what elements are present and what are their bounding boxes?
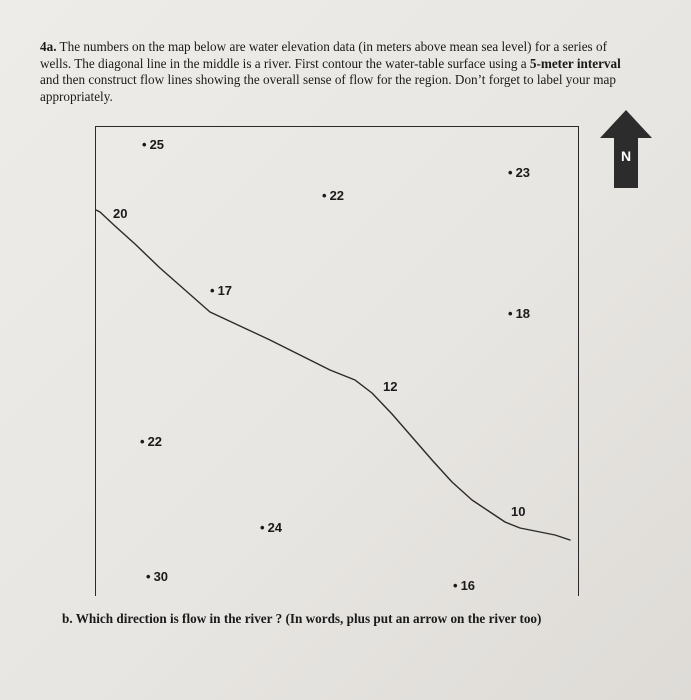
well-elevation: • 23 (508, 165, 531, 180)
well-elevation: • 30 (146, 569, 169, 584)
contour-interval: 5-meter interval (529, 55, 621, 71)
question-4b: b. Which direction is flow in the river ? (In words, plus put an arrow on the river too) (62, 611, 542, 626)
north-label: N (620, 148, 632, 164)
question-text-part-2: and then construct flow lines showing the overall sense of flow for the region. Don’t forget to label your map appropriately. (40, 72, 616, 104)
river-elevation-label: 12 (383, 379, 398, 394)
well-elevation: • 25 (142, 137, 165, 152)
well-elevation: • 22 (140, 434, 163, 449)
question-label: 4a. (40, 39, 57, 54)
well-elevation: • 22 (322, 188, 345, 203)
well-elevation: • 24 (260, 520, 283, 535)
well-elevation: • 16 (453, 578, 476, 593)
well-elevation: • 17 (210, 283, 233, 298)
river-elevation-label: 10 (511, 504, 526, 519)
well-elevation: • 18 (508, 306, 531, 321)
river-elevation-label: 20 (113, 206, 128, 221)
question-text-part-1: The numbers on the map below are water elevation data (in meters above mean sea level) for a series of wells. The diagonal line in the middle is a river. First contour the water-table surface using a (40, 39, 607, 71)
